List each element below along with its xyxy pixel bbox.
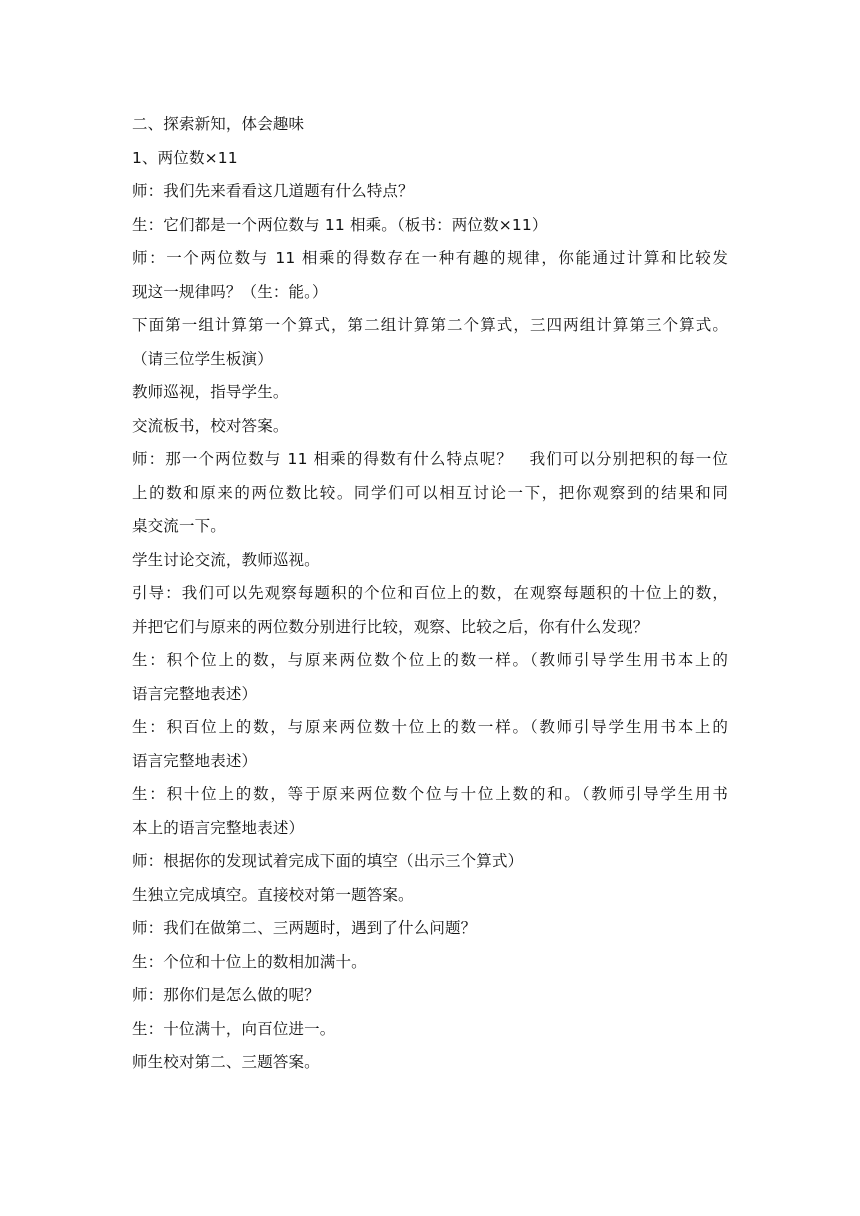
paragraph-line: 现这一规律吗？（生：能。） bbox=[132, 282, 328, 301]
paragraph-line: 本上的语言完整地表述） bbox=[132, 818, 305, 837]
paragraph-line: 生：积十位上的数，等于原来两位数个位与十位上数的和。（教师引导学生用书 bbox=[132, 785, 728, 803]
paragraph-line: 桌交流一下。 bbox=[132, 517, 226, 535]
paragraph-line: 生：十位满十，向百位进一。 bbox=[132, 1019, 336, 1038]
paragraph-line: 师：根据你的发现试着完成下面的填空（出示三个算式） bbox=[132, 852, 524, 870]
paragraph-line: 并把它们与原来的两位数分别进行比较，观察、比较之后，你有什么发现？ bbox=[132, 617, 649, 636]
paragraph-line: 生：它们都是一个两位数与 11 相乘。（板书：两位数×11） bbox=[132, 215, 548, 234]
paragraph-line: 生：积百位上的数，与原来两位数十位上的数一样。（教师引导学生用书本上的 bbox=[132, 718, 728, 736]
paragraph-line: 上的数和原来的两位数比较。同学们可以相互讨论一下，把你观察到的结果和同 bbox=[132, 483, 728, 502]
section-heading: 二、探索新知，体会趣味 bbox=[132, 115, 305, 133]
paragraph-line: 师：那一个两位数与 11 相乘的得数有什么特点呢？ 我们可以分别把积的每一位 bbox=[132, 450, 728, 468]
paragraph-line: 语言完整地表述） bbox=[132, 751, 258, 770]
paragraph-line: 交流板书，校对答案。 bbox=[132, 416, 289, 435]
paragraph-line: 引导：我们可以先观察每题积的个位和百位上的数，在观察每题积的十位上的数， bbox=[132, 584, 728, 602]
paragraph-line: 学生讨论交流，教师巡视。 bbox=[132, 550, 320, 569]
document-body bbox=[132, 108, 728, 1080]
paragraph-line: 师：那你们是怎么做的呢？ bbox=[132, 986, 320, 1004]
paragraph-line: 师：我们在做第二、三两题时，遇到了什么问题？ bbox=[132, 919, 477, 937]
paragraph-line: 下面第一组计算第一个算式，第二组计算第二个算式，三四两组计算第三个算式。 bbox=[132, 316, 728, 334]
subsection-heading: 1、两位数×11 bbox=[132, 148, 238, 167]
paragraph-line: 生独立完成填空。直接校对第一题答案。 bbox=[132, 885, 414, 904]
paragraph-line: 教师巡视，指导学生。 bbox=[132, 383, 289, 401]
paragraph-line: 师生校对第二、三题答案。 bbox=[132, 1053, 320, 1071]
paragraph-line: 师：一个两位数与 11 相乘的得数存在一种有趣的规律，你能通过计算和比较发 bbox=[132, 249, 728, 267]
paragraph-line: 生：积个位上的数，与原来两位数个位上的数一样。（教师引导学生用书本上的 bbox=[132, 651, 728, 669]
paragraph-line: 生：个位和十位上的数相加满十。 bbox=[132, 952, 367, 971]
paragraph-line: 语言完整地表述） bbox=[132, 684, 258, 703]
paragraph-line: 师：我们先来看看这几道题有什么特点？ bbox=[132, 182, 414, 200]
paragraph-line: （请三位学生板演） bbox=[132, 349, 273, 368]
